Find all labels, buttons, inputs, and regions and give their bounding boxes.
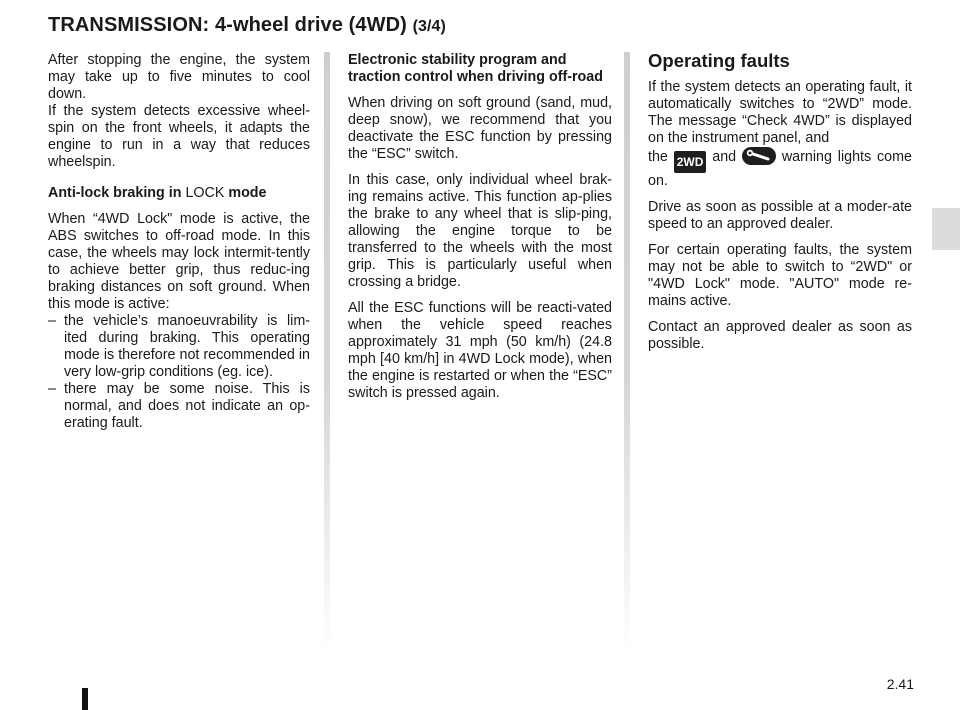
page-title	[48, 14, 446, 37]
text-and: and	[712, 149, 737, 165]
column-divider-right	[624, 52, 630, 652]
heading-esc-offroad: Electronic stability program and traction control when driving off-road	[348, 52, 603, 85]
list-item	[48, 313, 310, 381]
paragraph-4wd-lock-abs: When “4WD Lock" mode is active, the ABS switches to off-road mode. In this case, the wheels may lock intermit-tently to achieve better grip, thus reduc-ing braking distances on soft ground. When this mode is active:	[48, 211, 310, 312]
2wd-warning-icon: 2WD	[674, 151, 707, 173]
paragraph-drive-to-dealer: Drive as soon as possible at a moder-ate speed to an approved dealer.	[648, 199, 912, 232]
column-middle	[348, 52, 612, 411]
paragraph-warning-lights	[648, 147, 912, 190]
paragraph-mode-switch-fault: For certain operating faults, the system may not be able to switch to “2WD" or "4WD Lock" mode. "AUTO" mode re-mains active.	[648, 242, 912, 309]
paragraph-esc-deactivate: When driving on soft ground (sand, mud, deep snow), we recommend that you deactivate the ESC function by pressing the “ESC” switch.	[348, 95, 612, 162]
bullet-dash: –	[48, 381, 56, 397]
paragraph-contact-dealer: Contact an approved dealer as soon as possible.	[648, 319, 912, 352]
page-number: 2.41	[886, 676, 914, 692]
column-right	[648, 52, 912, 362]
list-item	[48, 381, 310, 432]
paragraph-wheel-braking: In this case, only individual wheel brak-ing remains active. This function ap-plies the brake to any wheel that is slip-ping, allowing the engine torque to be transferred to the wheels with the most grip. This is particularly useful when crossing a bridge.	[348, 172, 612, 290]
text-warning-end: warning lights come on.	[648, 149, 912, 189]
heading-antilock-lock: LOCK	[185, 185, 225, 201]
bullet-dash: –	[48, 313, 56, 329]
text-the: the	[648, 149, 668, 165]
corner-bar-mark	[82, 688, 88, 710]
heading-antilock-part1: Anti-lock braking in	[48, 185, 182, 201]
heading-operating-faults: Operating faults	[648, 50, 790, 71]
paragraph-fault-detect: If the system detects an operating fault, it automatically switches to “2WD” mode. The message “Check 4WD” is displayed on the instrument panel, and	[648, 79, 912, 146]
heading-antilock-braking	[48, 185, 310, 202]
title-text: TRANSMISSION: 4-wheel drive (4WD)	[48, 14, 407, 36]
paragraph-wheelspin: If the system detects excessive wheel-spin on the front wheels, it adapts the engine to run in a way that reduces wheelspin.	[48, 103, 310, 170]
paragraph-esc-reactivation: All the ESC functions will be reacti-vated when the vehicle speed reaches approximately 31 mph (50 km/h) (24.8 mph [40 km/h] in 4WD Lock mode), when the engine is restarted or when the “ESC” switch is pressed again.	[348, 300, 612, 401]
service-wrench-icon	[742, 147, 776, 165]
paragraph-cooldown: After stopping the engine, the system may take up to five minutes to cool down.	[48, 52, 310, 102]
bullet-text: there may be some noise. This is normal, and does not indicate an op-erating fault.	[64, 381, 310, 431]
heading-antilock-mode: mode	[228, 185, 267, 201]
bullet-text: the vehicle’s manoeuvrability is lim-ited during braking. This operating mode is therefore not recommended in very low-grip conditions (eg. ice).	[64, 313, 310, 380]
column-divider-left	[324, 52, 330, 652]
title-part-indicator: (3/4)	[412, 18, 446, 35]
section-tab-marker	[932, 208, 960, 250]
column-left	[48, 52, 310, 432]
